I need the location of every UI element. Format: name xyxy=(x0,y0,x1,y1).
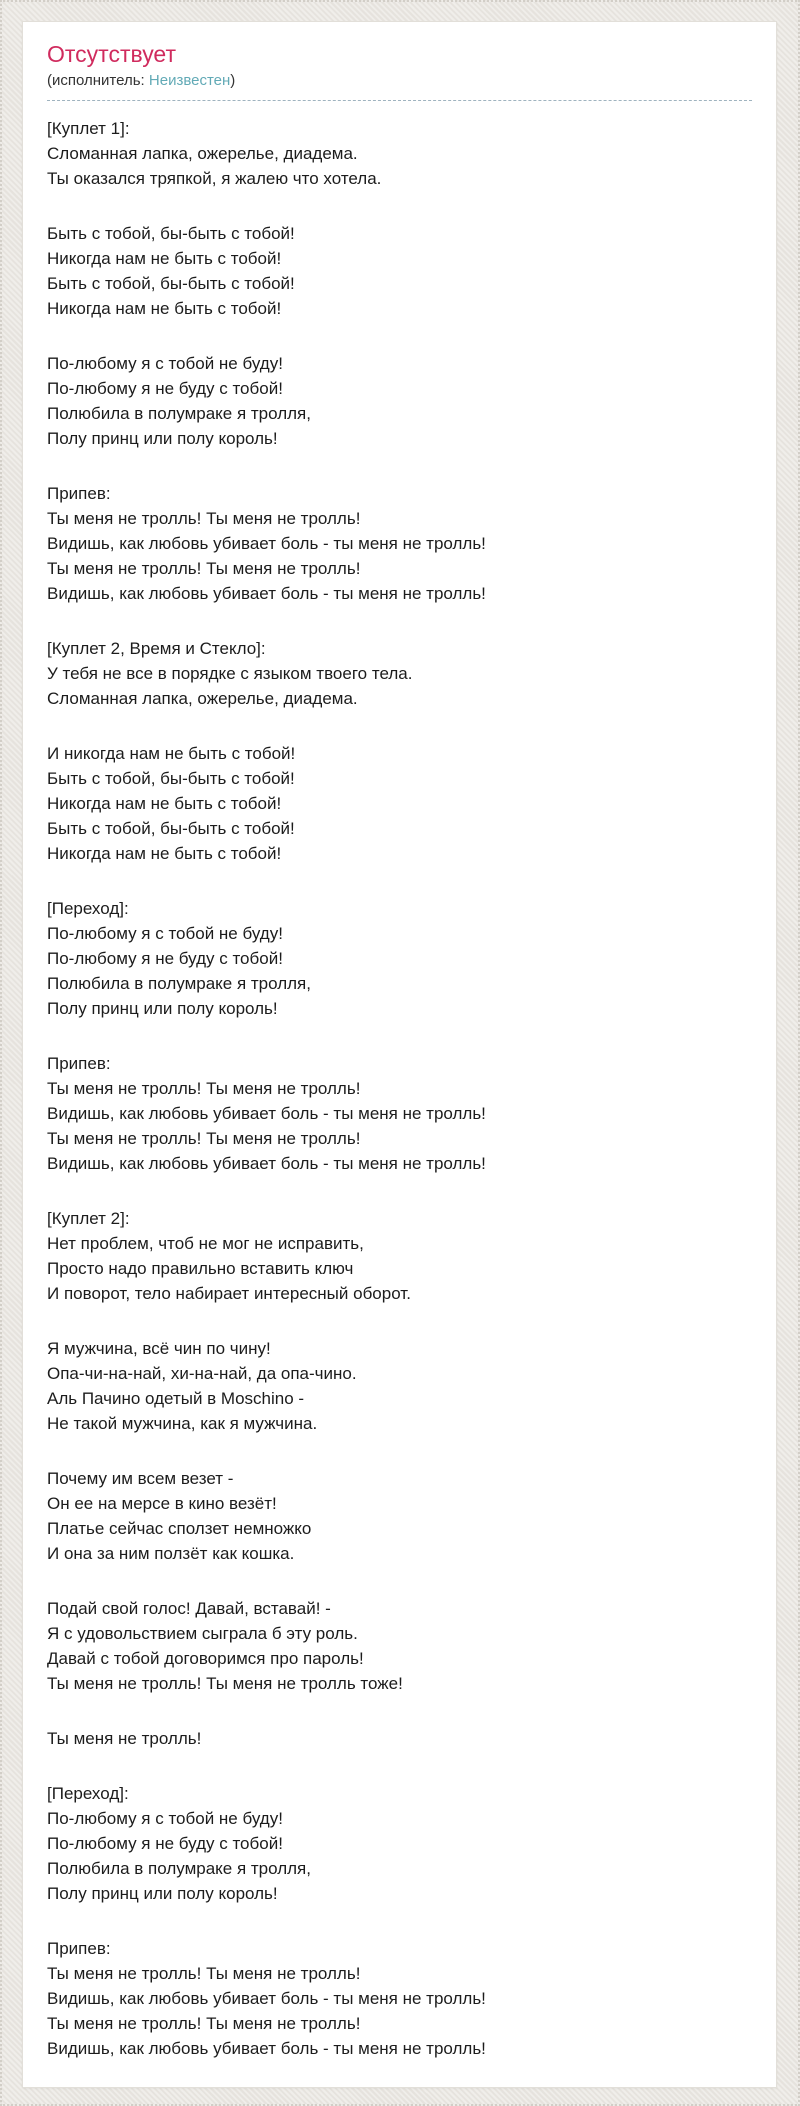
lyrics-line: По-любому я с тобой не буду! xyxy=(47,924,283,943)
lyrics-line: Полюбила в полумраке я тролля, xyxy=(47,974,311,993)
lyrics-line: Быть с тобой, бы-быть с тобой! xyxy=(47,819,295,838)
stanza xyxy=(47,1726,752,1751)
lyrics-line: И никогда нам не быть с тобой! xyxy=(47,744,296,763)
lyrics-card xyxy=(22,21,777,2088)
lyrics-line: Подай свой голос! Давай, вставай! - xyxy=(47,1599,331,1618)
lyrics xyxy=(47,116,752,2061)
lyrics-line: Никогда нам не быть с тобой! xyxy=(47,844,282,863)
lyrics-line: Ты меня не тролль! Ты меня не тролль! xyxy=(47,1964,361,1983)
artist-link[interactable]: Неизвестен xyxy=(148,72,231,89)
lyrics-line: Видишь, как любовь убивает боль - ты меня не тролль! xyxy=(47,1154,486,1173)
lyrics-line: Сломанная лапка, ожерелье, диадема. xyxy=(47,689,358,708)
lyrics-line: [Куплет 1]: xyxy=(47,119,130,138)
stanza xyxy=(47,896,752,1021)
stanza xyxy=(47,741,752,866)
lyrics-line: Ты меня не тролль! Ты меня не тролль тоже! xyxy=(47,1674,403,1693)
lyrics-line: Видишь, как любовь убивает боль - ты меня не тролль! xyxy=(47,1989,486,2008)
lyrics-line: Просто надо правильно вставить ключ xyxy=(47,1259,354,1278)
stanza xyxy=(47,1206,752,1306)
lyrics-line: Полу принц или полу король! xyxy=(47,429,278,448)
lyrics-line: Полу принц или полу король! xyxy=(47,1884,278,1903)
lyrics-line: [Переход]: xyxy=(47,899,129,918)
stanza xyxy=(47,481,752,606)
lyrics-line: Быть с тобой, бы-быть с тобой! xyxy=(47,769,295,788)
lyrics-line: Припев: xyxy=(47,484,111,503)
lyrics-line: По-любому я с тобой не буду! xyxy=(47,354,283,373)
lyrics-line: По-любому я не буду с тобой! xyxy=(47,1834,283,1853)
lyrics-line: Я с удовольствием сыграла б эту роль. xyxy=(47,1624,358,1643)
lyrics-line: Нет проблем, чтоб не мог не исправить, xyxy=(47,1234,364,1253)
lyrics-line: Ты меня не тролль! Ты меня не тролль! xyxy=(47,1079,361,1098)
lyrics-line: [Куплет 2]: xyxy=(47,1209,130,1228)
lyrics-line: Видишь, как любовь убивает боль - ты меня не тролль! xyxy=(47,2039,486,2058)
lyrics-line: Никогда нам не быть с тобой! xyxy=(47,794,282,813)
stanza xyxy=(47,1596,752,1696)
lyrics-line: Быть с тобой, бы-быть с тобой! xyxy=(47,224,295,243)
stanza xyxy=(47,636,752,711)
lyrics-line: Ты меня не тролль! Ты меня не тролль! xyxy=(47,1129,361,1148)
lyrics-line: Ты меня не тролль! Ты меня не тролль! xyxy=(47,559,361,578)
lyrics-line: Видишь, как любовь убивает боль - ты меня не тролль! xyxy=(47,1104,486,1123)
lyrics-line: Ты оказался тряпкой, я жалею что хотела. xyxy=(47,169,382,188)
lyrics-line: [Переход]: xyxy=(47,1784,129,1803)
lyrics-line: Никогда нам не быть с тобой! xyxy=(47,299,282,318)
lyrics-line: Опа-чи-на-най, хи-на-най, да опа-чино. xyxy=(47,1364,357,1383)
lyrics-line: Полу принц или полу король! xyxy=(47,999,278,1018)
lyrics-line: Видишь, как любовь убивает боль - ты меня не тролль! xyxy=(47,584,486,603)
lyrics-line: Почему им всем везет - xyxy=(47,1469,234,1488)
lyrics-line: Никогда нам не быть с тобой! xyxy=(47,249,282,268)
lyrics-line: Видишь, как любовь убивает боль - ты меня не тролль! xyxy=(47,534,486,553)
stanza xyxy=(47,1936,752,2061)
lyrics-line: Припев: xyxy=(47,1054,111,1073)
lyrics-line: [Куплет 2, Время и Стекло]: xyxy=(47,639,266,658)
lyrics-line: Ты меня не тролль! xyxy=(47,1729,202,1748)
lyrics-line: И она за ним ползёт как кошка. xyxy=(47,1544,295,1563)
artist-label-open: (исполнитель: xyxy=(47,72,145,89)
lyrics-line: Сломанная лапка, ожерелье, диадема. xyxy=(47,144,358,163)
lyrics-line: По-любому я с тобой не буду! xyxy=(47,1809,283,1828)
song-title xyxy=(47,41,752,68)
lyrics-line: Полюбила в полумраке я тролля, xyxy=(47,1859,311,1878)
stanza xyxy=(47,1466,752,1566)
lyrics-line: Он ее на мерсе в кино везёт! xyxy=(47,1494,277,1513)
stanza xyxy=(47,351,752,451)
stanza xyxy=(47,1051,752,1176)
lyrics-line: Быть с тобой, бы-быть с тобой! xyxy=(47,274,295,293)
lyrics-line: Ты меня не тролль! Ты меня не тролль! xyxy=(47,2014,361,2033)
lyrics-line: По-любому я не буду с тобой! xyxy=(47,949,283,968)
song-title-link[interactable]: Отсутствует xyxy=(47,41,176,67)
lyrics-line: Я мужчина, всё чин по чину! xyxy=(47,1339,271,1358)
stanza xyxy=(47,1781,752,1906)
lyrics-line: Полюбила в полумраке я тролля, xyxy=(47,404,311,423)
lyrics-line: По-любому я не буду с тобой! xyxy=(47,379,283,398)
lyrics-line: Ты меня не тролль! Ты меня не тролль! xyxy=(47,509,361,528)
artist-line xyxy=(47,71,752,91)
stanza xyxy=(47,1336,752,1436)
lyrics-line: Припев: xyxy=(47,1939,111,1958)
lyrics-line: И поворот, тело набирает интересный оборот. xyxy=(47,1284,411,1303)
lyrics-line: У тебя не все в порядке с языком твоего тела. xyxy=(47,664,413,683)
lyrics-line: Давай с тобой договоримся про пароль! xyxy=(47,1649,364,1668)
stanza xyxy=(47,221,752,321)
lyrics-line: Не такой мужчина, как я мужчина. xyxy=(47,1414,318,1433)
song-header xyxy=(47,41,752,101)
lyrics-line: Платье сейчас сползет немножко xyxy=(47,1519,312,1538)
lyrics-line: Аль Пачино одетый в Moschino - xyxy=(47,1389,305,1408)
artist-label-close: ) xyxy=(230,72,236,89)
stanza xyxy=(47,116,752,191)
